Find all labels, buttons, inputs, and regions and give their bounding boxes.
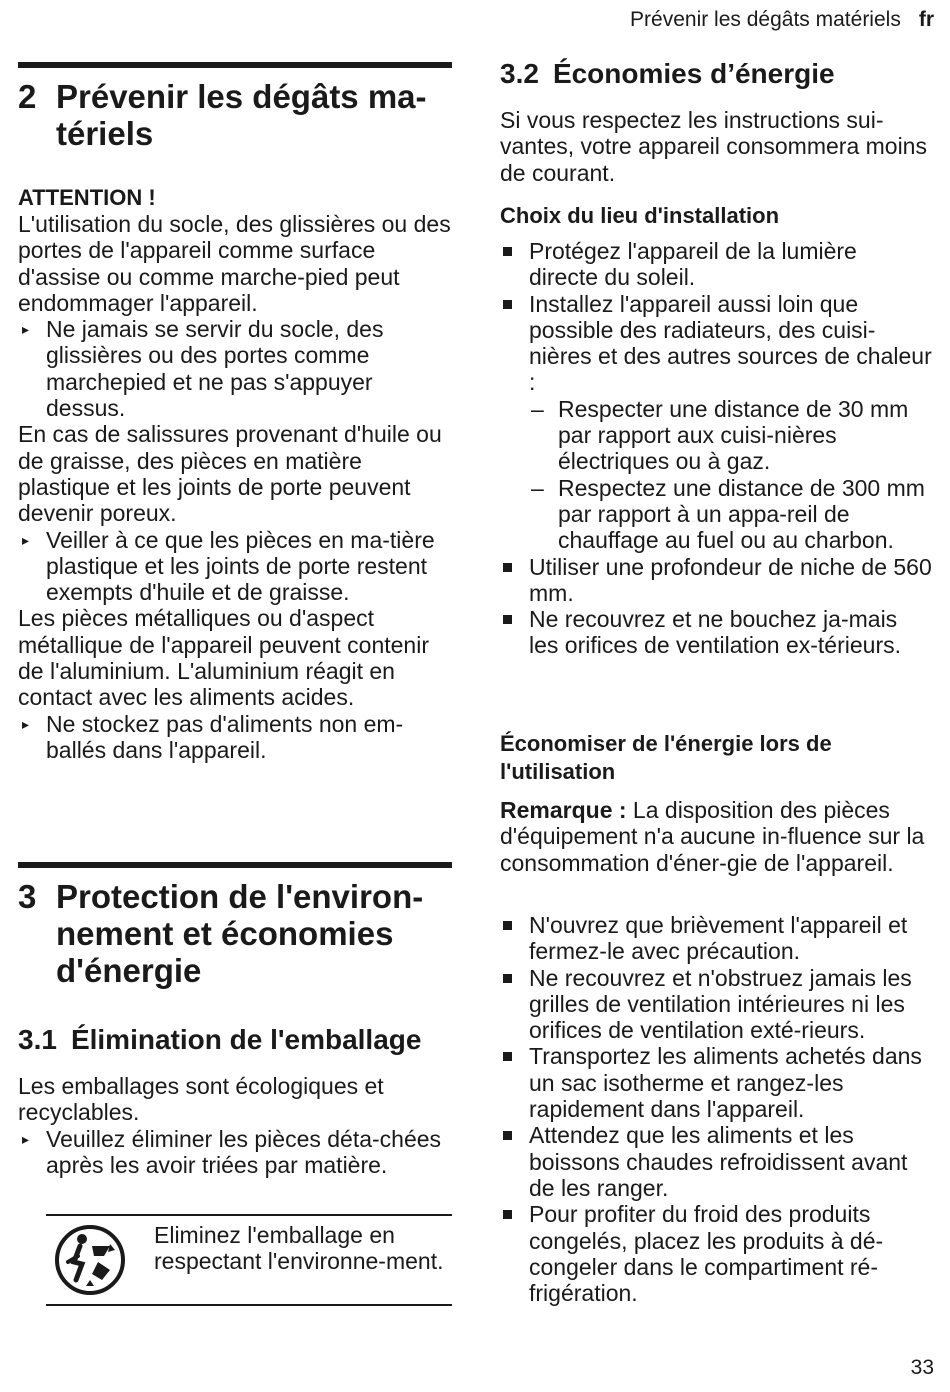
section-number: 3 <box>18 878 37 915</box>
page-number: 33 <box>910 1356 934 1379</box>
list-item-text: Pour profiter du froid des produits congelés, placez les produits à dé-congeler dans le compartiment ré-frigération. <box>529 1201 884 1307</box>
running-header <box>630 8 934 32</box>
section-title: Prévenir les dégâts ma- tériels <box>56 78 427 152</box>
square-bullet-icon <box>503 1210 512 1219</box>
recycle-notice <box>46 1214 452 1306</box>
remark-paragraph <box>500 797 932 876</box>
list-item-text: Ne recouvrez et ne bouchez ja-mais les orifices de ventilation ex-térieurs. <box>529 606 901 659</box>
list-item-text: N'ouvrez que brièvement l'appareil et fermez-le avec précaution. <box>529 912 908 965</box>
list-item-text: Installez l'appareil aussi loin que possible des radiateurs, des cuisi-nières et des autres sources de chaleur : <box>529 290 932 396</box>
dash-icon: – <box>531 474 544 501</box>
arrow-icon: ▸ <box>22 321 30 338</box>
subsection-3-1-heading <box>18 1024 421 1056</box>
list-item <box>500 965 932 1044</box>
section-title: Protection de l'environ- nement et économies d'énergie <box>56 878 424 989</box>
list-item <box>500 1122 932 1201</box>
square-bullet-icon <box>503 1131 512 1140</box>
list-item <box>500 606 932 659</box>
list-item <box>500 1043 932 1122</box>
attention-label: ATTENTION ! <box>18 185 156 210</box>
instruction-item <box>18 1126 452 1179</box>
arrow-icon: ▸ <box>22 531 30 548</box>
usage-heading: Économiser de l'énergie lors de l'utilisation <box>500 731 832 784</box>
subsection-number: 3.2 <box>500 58 539 89</box>
dash-icon: – <box>531 395 544 422</box>
list-item-text: Utiliser une profondeur de niche de 560 mm. <box>529 553 932 606</box>
remark-block <box>500 797 932 876</box>
list-item <box>500 238 932 291</box>
sub-list-item-text: Respectez une distance de 300 mm par rapport à un appa-reil de chauffage au fuel ou au charbon. <box>558 474 925 554</box>
list-item <box>500 912 932 965</box>
square-bullet-icon <box>503 1052 512 1061</box>
usage-list <box>500 912 932 1306</box>
square-bullet-icon <box>503 563 512 572</box>
instruction-text: Veiller à ce que les pièces en ma-tière plastique et les joints de porte restent exempts d'huile et de graisse. <box>46 526 435 606</box>
subsection-title: Élimination de l'emballage <box>70 1024 422 1055</box>
instruction-text: Veuillez éliminer les pièces déta-chées après les avoir triées par matière. <box>46 1125 442 1178</box>
packaging-block <box>18 1073 452 1178</box>
sub-list-item <box>500 396 932 475</box>
section-3-heading <box>18 862 452 989</box>
section-number: 2 <box>18 78 37 115</box>
header-lang: fr <box>918 8 934 31</box>
sub-list-item-text: Respecter une distance de 30 mm par rapport aux cuisi-nières électriques ou à gaz. <box>558 395 909 475</box>
energy-intro <box>500 107 932 186</box>
paragraph: En cas de salissures provenant d'huile ou de graisse, des pièces en matière plastique et les joints de porte peuvent devenir poreux. <box>18 421 442 527</box>
subsection-number: 3.1 <box>18 1024 57 1055</box>
paragraph: Si vous respectez les instructions sui-vantes, votre appareil consommera moins de courant. <box>500 107 927 186</box>
square-bullet-icon <box>503 615 512 624</box>
arrow-icon: ▸ <box>22 1130 30 1147</box>
square-bullet-icon <box>503 974 512 983</box>
warning-block <box>18 185 452 763</box>
list-item-text: Ne recouvrez et n'obstruez jamais les grilles de ventilation intérieures ni les orifices de ventilation exté-rieurs. <box>529 964 912 1044</box>
list-item-text: Transportez les aliments achetés dans un sac isotherme et rangez-les rapidement dans l'appareil. <box>529 1043 922 1123</box>
instruction-text: Ne stockez pas d'aliments non em-ballés dans l'appareil. <box>46 710 404 763</box>
arrow-icon: ▸ <box>22 715 30 732</box>
paragraph: Les pièces métalliques ou d'aspect métallique de l'appareil peuvent contenir de l'aluminium. L'aluminium réagit en contact avec les aliments acides. <box>18 605 429 711</box>
list-item-text: Protégez l'appareil de la lumière directe du soleil. <box>529 238 857 291</box>
square-bullet-icon <box>503 921 512 930</box>
section-2-heading <box>18 62 452 152</box>
sub-list-item <box>500 475 932 554</box>
list-item <box>500 1201 932 1306</box>
installation-list <box>500 238 932 659</box>
subsection-3-2-heading <box>500 58 835 90</box>
instruction-item <box>18 527 452 606</box>
instruction-item <box>18 711 452 764</box>
instruction-item <box>18 316 452 421</box>
recycle-text: Eliminez l'emballage en respectant l'environne-ment. <box>154 1222 444 1275</box>
list-item <box>500 291 932 396</box>
paragraph: Les emballages sont écologiques et recyclables. <box>18 1073 384 1126</box>
paragraph: L'utilisation du socle, des glissières ou des portes de l'appareil comme surface d'assise ou comme marche-pied peut endommager l'appareil. <box>18 211 451 316</box>
list-item <box>500 554 932 607</box>
instruction-text: Ne jamais se servir du socle, des glissières ou des portes comme marchepied et ne pas s'appuyer dessus. <box>46 316 384 422</box>
list-item-text: Attendez que les aliments et les boissons chaudes refroidissent avant de les ranger. <box>529 1122 908 1201</box>
square-bullet-icon <box>503 247 512 256</box>
recycle-icon <box>52 1222 128 1298</box>
remark-text: La disposition des pièces d'équipement n'a aucune in-fluence sur la consommation d'éner-gie de l'appareil. <box>500 797 925 876</box>
subsection-title: Économies d’énergie <box>552 58 835 89</box>
remark-label: Remarque : <box>500 797 627 823</box>
square-bullet-icon <box>503 300 512 309</box>
installation-heading: Choix du lieu d'installation <box>500 203 780 228</box>
header-title: Prévenir les dégâts matériels <box>630 8 901 31</box>
